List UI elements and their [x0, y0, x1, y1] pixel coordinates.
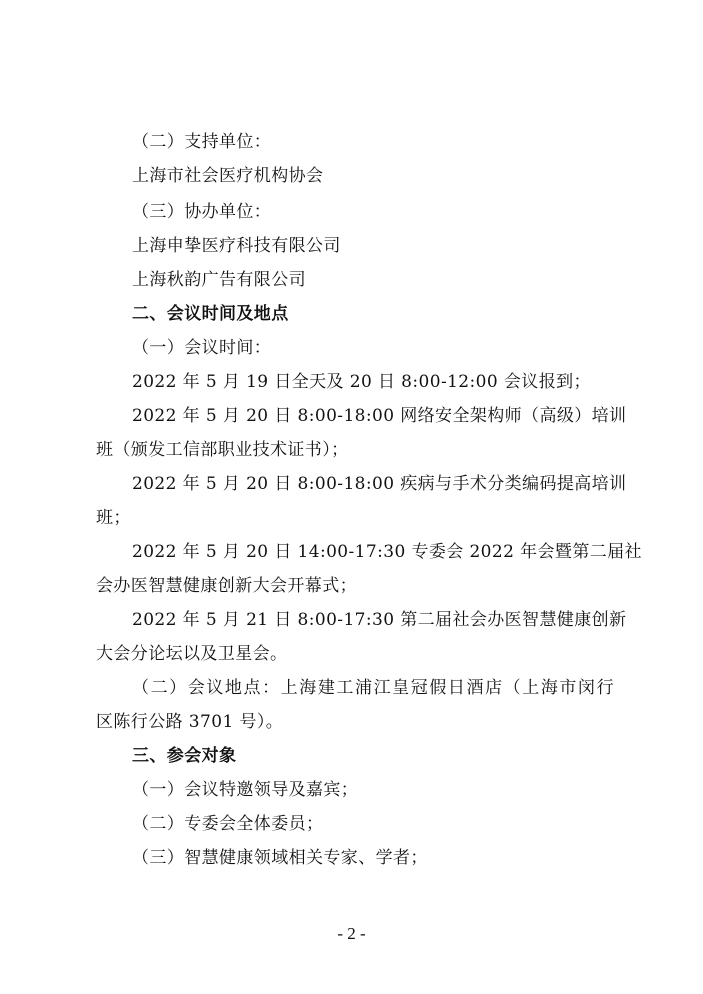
schedule-item-coding-training-cont: 班；	[96, 508, 131, 528]
section-label-co-organizer: （三）协办单位：	[132, 202, 272, 222]
co-organizer-name-1: 上海申挚医疗科技有限公司	[132, 236, 341, 256]
section-label-support-unit: （二）支持单位：	[132, 132, 272, 152]
meeting-venue: （二）会议地点：上海建工浦江皇冠假日酒店（上海市闵行	[132, 678, 614, 698]
support-unit-name: 上海市社会医疗机构协会	[132, 166, 324, 186]
page-number: - 2 -	[337, 924, 366, 943]
schedule-item-opening: 2022 年 5 月 20 日 14:00-17:30 专委会 2022 年会暨第二届社	[132, 542, 642, 562]
heading-meeting-time-place: 二、会议时间及地点	[132, 304, 289, 324]
participant-item-2: （二）专委会全体委员；	[132, 814, 324, 834]
subheading-meeting-time: （一）会议时间：	[132, 338, 272, 358]
meeting-venue-cont: 区陈行公路 3701 号）。	[96, 712, 284, 732]
participant-item-1: （一）会议特邀领导及嘉宾；	[132, 780, 359, 800]
schedule-item-forums: 2022 年 5 月 21 日 8:00-17:30 第二届社会办医智慧健康创新	[132, 610, 627, 630]
schedule-item-security-training: 2022 年 5 月 20 日 8:00-18:00 网络安全架构师（高级）培训	[132, 406, 627, 426]
participant-item-3: （三）智慧健康领域相关专家、学者；	[132, 848, 428, 868]
heading-participants: 三、参会对象	[132, 746, 237, 766]
schedule-item-forums-cont: 大会分论坛以及卫星会。	[96, 644, 288, 664]
schedule-item-coding-training: 2022 年 5 月 20 日 8:00-18:00 疾病与手术分类编码提高培训	[132, 474, 627, 494]
schedule-item-registration: 2022 年 5 月 19 日全天及 20 日 8:00-12:00 会议报到；	[132, 372, 591, 392]
schedule-item-security-training-cont: 班（颁发工信部职业技术证书）；	[96, 440, 349, 460]
co-organizer-name-2: 上海秋韵广告有限公司	[132, 270, 306, 290]
schedule-item-opening-cont: 会办医智慧健康创新大会开幕式；	[96, 576, 357, 596]
